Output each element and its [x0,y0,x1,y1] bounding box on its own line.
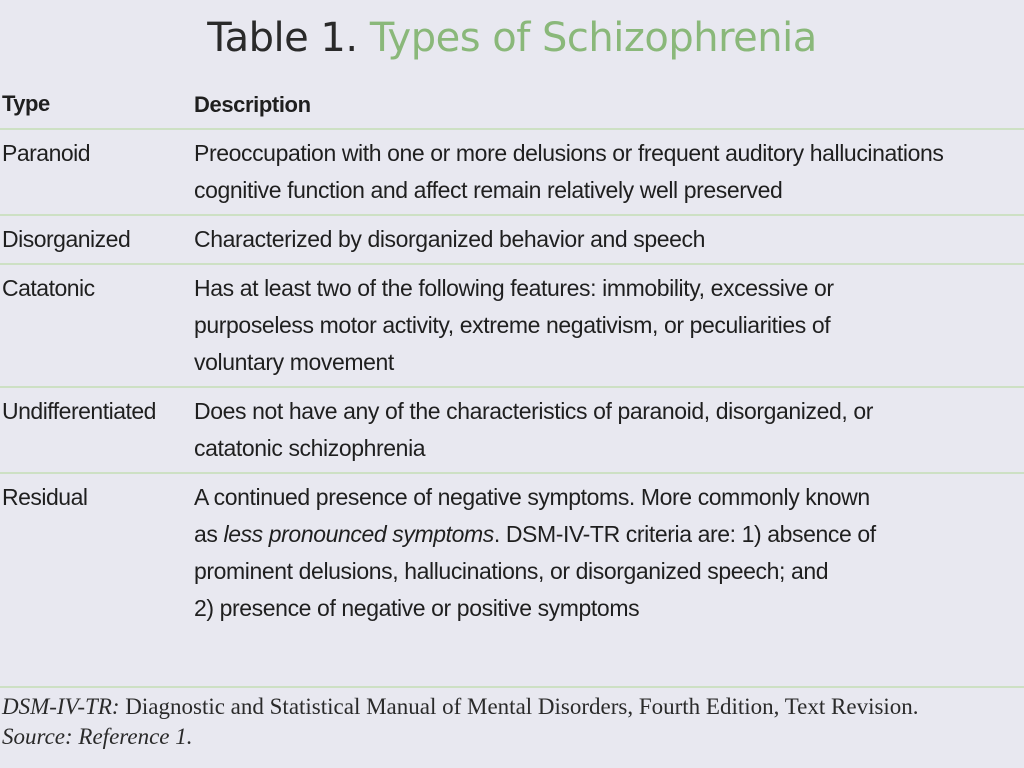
description-line: catatonic schizophrenia [194,435,426,461]
table-row-catatonic [0,263,1024,386]
description-line: A continued presence of negative symptoms. More commonly known [194,484,870,510]
description-cell [194,270,1024,381]
description-line: Preoccupation with one or more delusions or frequent auditory hallucinations [194,140,944,166]
table-row-paranoid [0,128,1024,214]
description-line: prominent delusions, hallucinations, or disorganized speech; and [194,558,829,584]
table-number: Table 1. [207,15,358,61]
header-type: Type [2,91,50,116]
description-line: voluntary movement [194,349,394,375]
description-cell [194,135,1024,209]
header-description: Description [194,91,311,117]
type-cell: Residual [2,484,88,510]
type-cell: Disorganized [2,226,131,252]
table-row-disorganized [0,214,1024,263]
description-text: . DSM-IV-TR criteria are: 1) absence of [493,521,876,547]
description-italic-term: less pronounced symptoms [223,521,494,547]
footnote-source: Source: Reference 1. [2,724,193,749]
type-cell: Catatonic [2,275,95,301]
table-header-row [0,80,1024,128]
table-row-undifferentiated [0,386,1024,472]
footnote-abbrev: DSM-IV-TR: [2,694,120,719]
table-row-residual [0,472,1024,632]
description-text: as [194,521,224,547]
description-line: purposeless motor activity, extreme negativism, or peculiarities of [194,312,831,338]
description-line: Has at least two of the following features: immobility, excessive or [194,275,834,301]
description-line [194,516,1024,553]
type-cell: Paranoid [2,140,91,166]
type-cell: Undifferentiated [2,398,156,424]
description-line: 2) presence of negative or positive symptoms [194,595,640,621]
description-cell [194,221,1024,258]
footnote-definition: Diagnostic and Statistical Manual of Mental Disorders, Fourth Edition, Text Revision. [119,694,919,719]
description-line: Characterized by disorganized behavior and speech [194,226,706,252]
schizophrenia-types-table [0,80,1024,632]
description-line: cognitive function and affect remain relatively well preserved [194,177,783,203]
table-name: Types of Schizophrenia [369,15,817,61]
description-line: Does not have any of the characteristics of paranoid, disorganized, or [194,398,874,424]
table-footnote [0,686,1024,752]
description-cell [194,393,1024,467]
description-cell [194,479,1024,627]
footnote-abbreviation-line [2,692,1024,722]
table-title [0,10,1024,66]
